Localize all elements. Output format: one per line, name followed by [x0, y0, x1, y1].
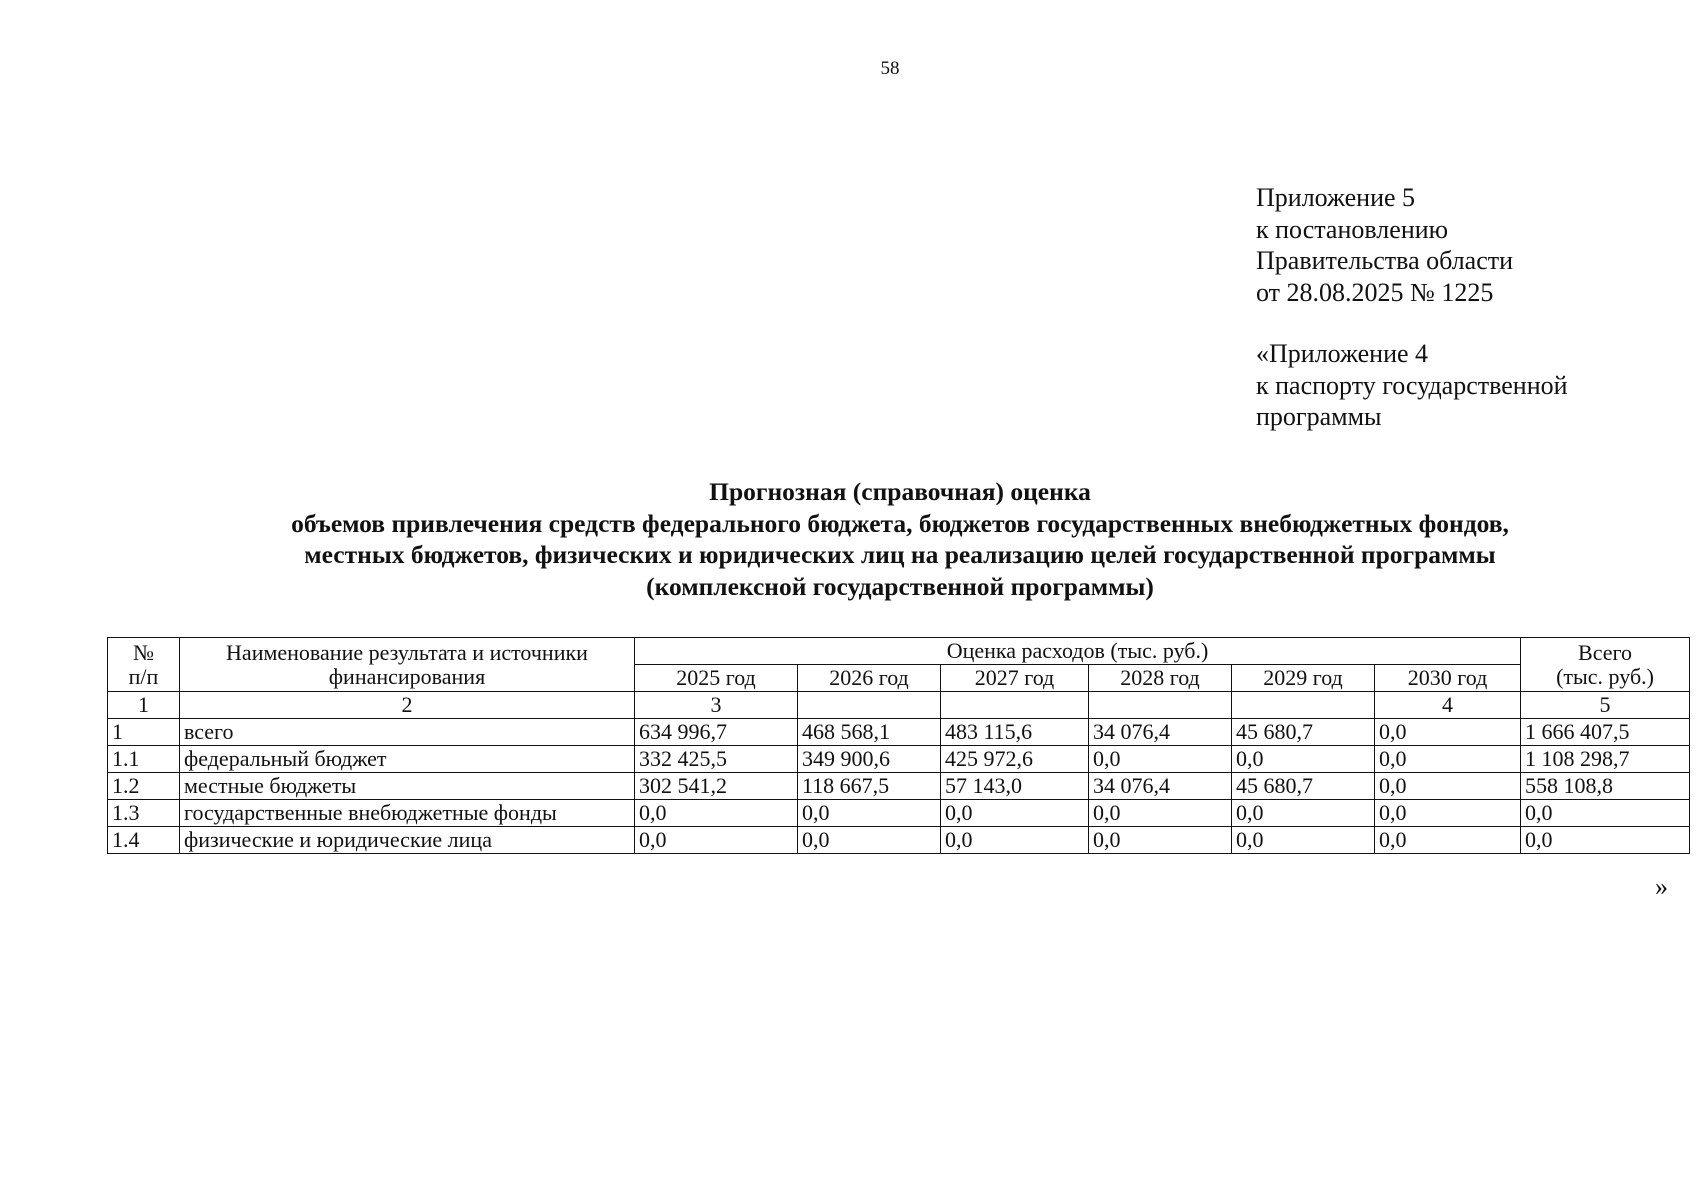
- quoted-annex-line: программы: [1256, 402, 1382, 431]
- value-cell: 0,0: [1375, 746, 1521, 773]
- value-cell: 425 972,6: [941, 746, 1089, 773]
- title-line: (комплексной государственной программы): [646, 571, 1154, 601]
- value-cell: 0,0: [1375, 773, 1521, 800]
- row-name: физические и юридические лица: [180, 827, 635, 854]
- header-row: [108, 638, 1690, 665]
- value-cell: 468 568,1: [798, 719, 941, 746]
- value-cell: 0,0: [1232, 800, 1375, 827]
- value-cell: 0,0: [1089, 827, 1232, 854]
- value-cell: 0,0: [941, 800, 1089, 827]
- annex-line: Приложение 5: [1256, 183, 1416, 212]
- value-cell: 0,0: [798, 827, 941, 854]
- numbering-cell: 4: [1375, 692, 1521, 719]
- value-cell: 0,0: [635, 827, 798, 854]
- title-line: местных бюджетов, физических и юридических лиц на реализацию целей государственной программы: [304, 540, 1496, 569]
- funding-table: [107, 637, 1690, 854]
- table-row: [108, 719, 1690, 746]
- row-number: 1.1: [108, 746, 180, 773]
- table-row: [108, 800, 1690, 827]
- table-row: [108, 746, 1690, 773]
- row-name: федеральный бюджет: [180, 746, 635, 773]
- value-cell: 483 115,6: [941, 719, 1089, 746]
- total-cell: 1 666 407,5: [1521, 719, 1690, 746]
- name-header-line1: Наименование результата и источники: [226, 639, 588, 665]
- num-header: [108, 638, 180, 692]
- name-header-line2: финансирования: [328, 663, 486, 689]
- year-header: 2025 год: [635, 665, 798, 692]
- value-cell: 0,0: [798, 800, 941, 827]
- value-cell: 349 900,6: [798, 746, 941, 773]
- annex-line: к постановлению: [1256, 214, 1449, 244]
- row-name: местные бюджеты: [180, 773, 635, 800]
- quoted-annex-line: «Приложение 4: [1256, 339, 1429, 368]
- year-header: 2027 год: [941, 665, 1089, 692]
- value-cell: 118 667,5: [798, 773, 941, 800]
- title-line: Прогнозная (справочная) оценка: [709, 477, 1091, 506]
- row-number: 1: [108, 719, 180, 746]
- value-cell: 0,0: [1375, 719, 1521, 746]
- numbering-cell: [798, 692, 941, 719]
- table-row: [108, 827, 1690, 854]
- value-cell: 0,0: [635, 800, 798, 827]
- total-cell: 558 108,8: [1521, 773, 1690, 800]
- expenses-header: Оценка расходов (тыс. руб.): [635, 638, 1521, 665]
- value-cell: 0,0: [1089, 800, 1232, 827]
- total-header-line1: Всего: [1578, 639, 1632, 665]
- value-cell: 0,0: [1232, 746, 1375, 773]
- row-name: всего: [180, 719, 635, 746]
- value-cell: 34 076,4: [1089, 773, 1232, 800]
- value-cell: 45 680,7: [1232, 719, 1375, 746]
- row-number: 1.2: [108, 773, 180, 800]
- numbering-cell: 1: [108, 692, 180, 719]
- annex-line: Правительства области: [1256, 246, 1514, 275]
- document-title: [100, 476, 1699, 602]
- total-cell: 0,0: [1521, 827, 1690, 854]
- total-header: [1521, 638, 1690, 692]
- num-header-line1: №: [133, 639, 154, 665]
- year-header: 2030 год: [1375, 665, 1521, 692]
- year-header: 2028 год: [1089, 665, 1232, 692]
- value-cell: 0,0: [1375, 827, 1521, 854]
- value-cell: 634 996,7: [635, 719, 798, 746]
- table-row: [108, 773, 1690, 800]
- quoted-annex-line: к паспорту государственной: [1256, 370, 1568, 400]
- value-cell: 302 541,2: [635, 773, 798, 800]
- numbering-row: [108, 692, 1690, 719]
- numbering-cell: 5: [1521, 692, 1690, 719]
- value-cell: 0,0: [941, 827, 1089, 854]
- row-number: 1.4: [108, 827, 180, 854]
- title-line: объемов привлечения средств федерального бюджета, бюджетов государственных внебюджетных фондов,: [291, 508, 1509, 538]
- value-cell: 57 143,0: [941, 773, 1089, 800]
- total-cell: 1 108 298,7: [1521, 746, 1690, 773]
- value-cell: 0,0: [1232, 827, 1375, 854]
- numbering-cell: [1089, 692, 1232, 719]
- annex-block: [1256, 182, 1568, 433]
- year-header: 2029 год: [1232, 665, 1375, 692]
- num-header-line2: п/п: [128, 663, 159, 689]
- total-cell: 0,0: [1521, 800, 1690, 827]
- numbering-cell: 2: [180, 692, 635, 719]
- year-header: 2026 год: [798, 665, 941, 692]
- value-cell: 0,0: [1375, 800, 1521, 827]
- value-cell: 45 680,7: [1232, 773, 1375, 800]
- total-header-line2: (тыс. руб.): [1556, 663, 1654, 689]
- closing-quote: »: [1655, 872, 1668, 901]
- numbering-cell: [941, 692, 1089, 719]
- page-number: 58: [880, 58, 900, 79]
- row-number: 1.3: [108, 800, 180, 827]
- annex-line: от 28.08.2025 № 1225: [1256, 277, 1494, 307]
- value-cell: 332 425,5: [635, 746, 798, 773]
- numbering-cell: 3: [635, 692, 798, 719]
- value-cell: 34 076,4: [1089, 719, 1232, 746]
- name-header: [180, 638, 635, 692]
- value-cell: 0,0: [1089, 746, 1232, 773]
- numbering-cell: [1232, 692, 1375, 719]
- row-name: государственные внебюджетные фонды: [180, 800, 635, 827]
